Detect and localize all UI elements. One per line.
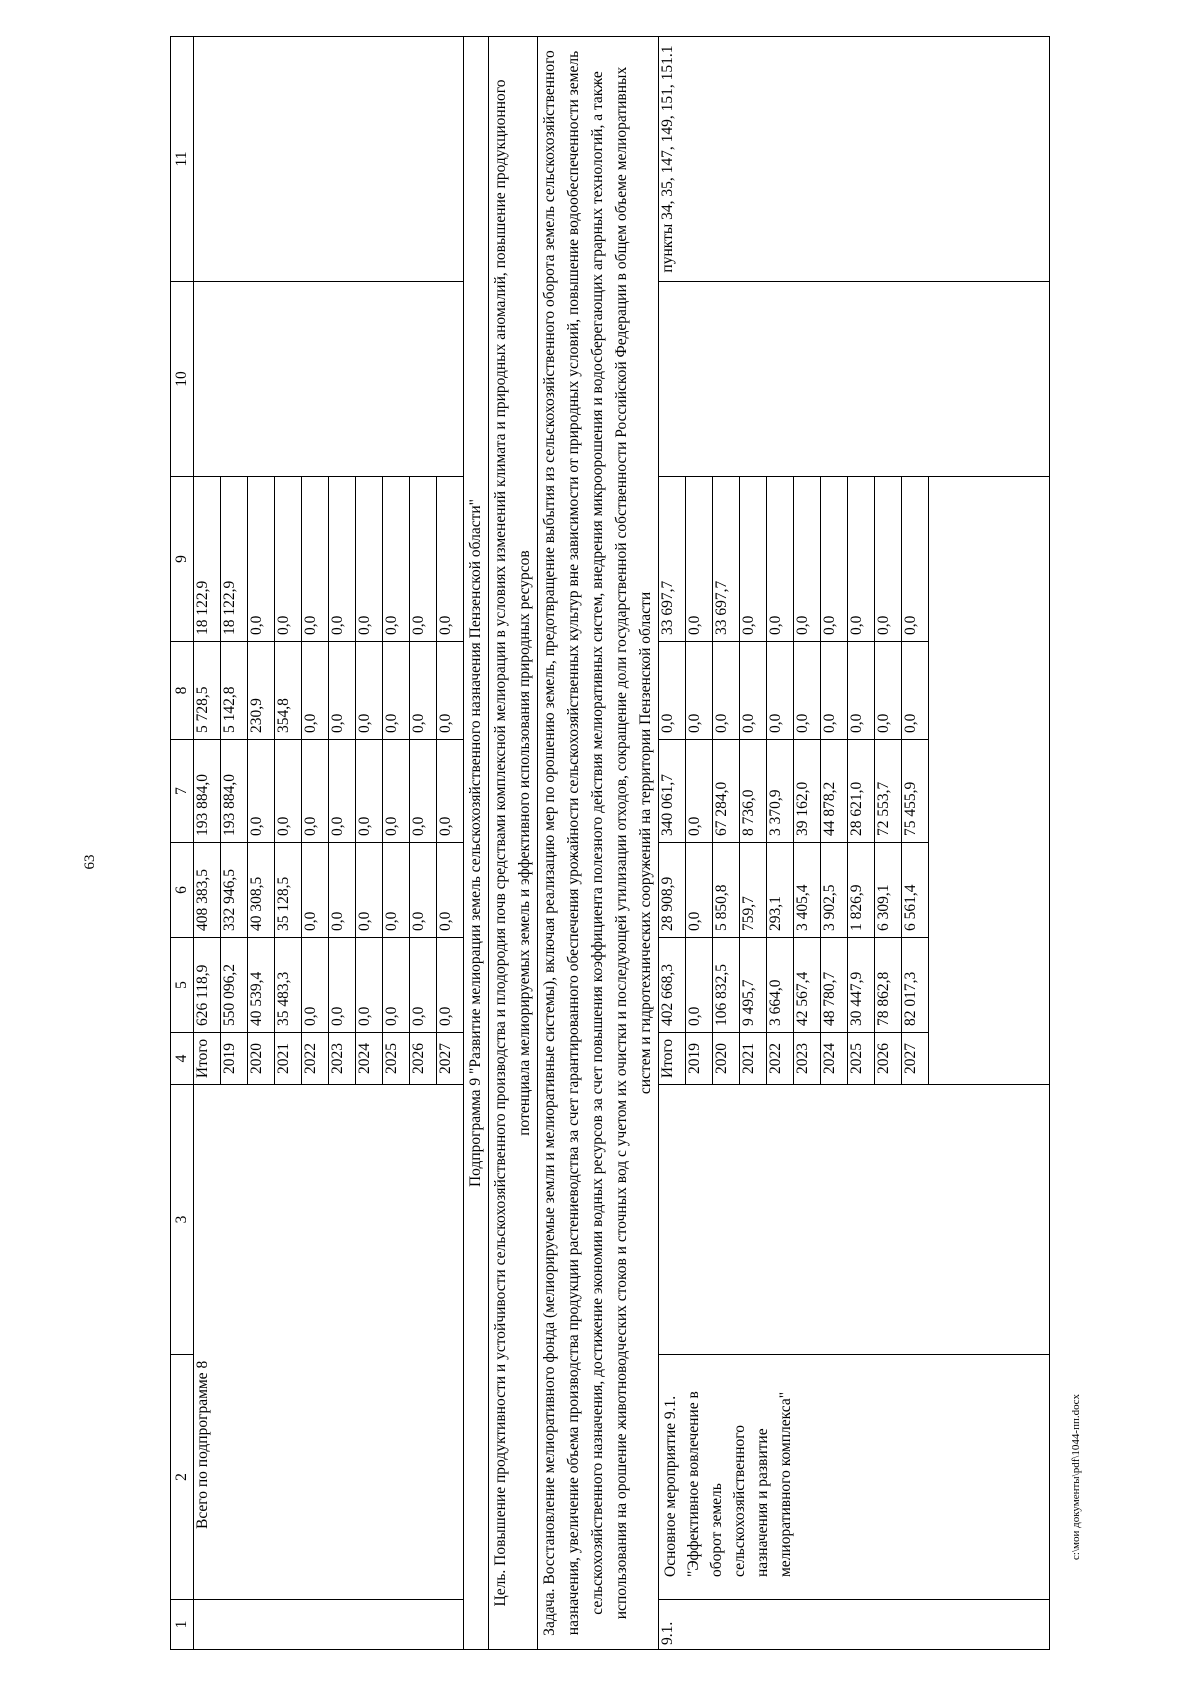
value-cell: 0,0 bbox=[437, 477, 464, 642]
value-cell: 0,0 bbox=[437, 642, 464, 740]
value-cell: 0,0 bbox=[821, 642, 848, 740]
empty-cell bbox=[929, 477, 1050, 1085]
year-cell: 2021 bbox=[275, 1033, 302, 1085]
value-cell: 0,0 bbox=[437, 740, 464, 843]
value-cell: 78 862,8 bbox=[875, 938, 902, 1033]
value-cell: 0,0 bbox=[248, 740, 275, 843]
col-header: 4 bbox=[171, 1033, 194, 1085]
empty-cell bbox=[659, 1085, 1050, 1355]
value-cell: 0,0 bbox=[302, 740, 329, 843]
value-cell: 0,0 bbox=[329, 740, 356, 843]
col-header: 5 bbox=[171, 938, 194, 1033]
task-text: Задача. Восстановление мелиоративного фонда (мелиорируемые земли и мелиоративные системы), включая реализацию мер по орошению земель, предотвращение выбытия из сельскохозяйственного оборота земель сельскохозяйственного назначения, увеличение объема производства продукции растениеводства за счет гарантированного обеспечения урожайности сельскохозяйственных культур вне зависимости от природных условий, повышение водообеспеченности земель сельскохозяйственного назначения, достижение экономии водных ресурсов за счет повышения коэффициента полезного действия мелиоративных систем, внедрения микроорошения и водосберегающих аграрных технологий, а также использования на орошение животноводческих стоков и сточных вод с учетом их очистки и последующей утилизации отходов, сокращение доли государственной собственности Российской Федерации в общем объеме мелиоративных систем и гидротехнических сооружений на территории Пензенской области bbox=[538, 37, 659, 1650]
value-cell: 340 061,7 bbox=[659, 740, 686, 843]
value-cell: 0,0 bbox=[329, 938, 356, 1033]
value-cell: 0,0 bbox=[329, 477, 356, 642]
value-cell: 72 553,7 bbox=[875, 740, 902, 843]
col-header: 3 bbox=[171, 1085, 194, 1355]
value-cell: 0,0 bbox=[302, 477, 329, 642]
empty-cell bbox=[194, 37, 464, 282]
value-cell: 0,0 bbox=[302, 843, 329, 938]
empty-cell bbox=[659, 282, 1050, 477]
value-cell: 0,0 bbox=[875, 642, 902, 740]
value-cell: 0,0 bbox=[686, 740, 713, 843]
value-cell: 0,0 bbox=[302, 938, 329, 1033]
year-cell: 2026 bbox=[410, 1033, 437, 1085]
value-cell: 193 884,0 bbox=[221, 740, 248, 843]
value-cell: 0,0 bbox=[902, 642, 929, 740]
year-cell: 2019 bbox=[221, 1033, 248, 1085]
value-cell: 1 826,9 bbox=[848, 843, 875, 938]
value-cell: 0,0 bbox=[383, 740, 410, 843]
value-cell: 5 142,8 bbox=[221, 642, 248, 740]
footer-file-path: c:\мои документы\pdf\1044-пп.docx bbox=[1070, 1393, 1082, 1560]
value-cell: 18 122,9 bbox=[221, 477, 248, 642]
col-header: 9 bbox=[171, 477, 194, 642]
row-number-cell bbox=[194, 1600, 464, 1650]
value-cell: 28 908,9 bbox=[659, 843, 686, 938]
value-cell: 0,0 bbox=[356, 938, 383, 1033]
value-cell: 550 096,2 bbox=[221, 938, 248, 1033]
col-header: 10 bbox=[171, 282, 194, 477]
value-cell: 0,0 bbox=[437, 843, 464, 938]
value-cell: 33 697,7 bbox=[713, 477, 740, 642]
value-cell: 0,0 bbox=[902, 477, 929, 642]
value-cell: 9 495,7 bbox=[740, 938, 767, 1033]
header-row bbox=[171, 37, 194, 1650]
value-cell: 0,0 bbox=[740, 477, 767, 642]
year-cell: 2019 bbox=[686, 1033, 713, 1085]
value-cell: 75 455,9 bbox=[902, 740, 929, 843]
table-row bbox=[659, 37, 686, 1650]
col-header: 11 bbox=[171, 37, 194, 282]
value-cell: 0,0 bbox=[410, 740, 437, 843]
budget-table bbox=[170, 36, 1050, 1650]
event-name: Основное мероприятие 9.1. "Эффективное вовлечение в оборот земель сельскохозяйственного назначения и развитие мелиоративного комплекса" bbox=[659, 1355, 1050, 1600]
table-row bbox=[194, 37, 221, 1650]
value-cell: 33 697,7 bbox=[659, 477, 686, 642]
value-cell: 0,0 bbox=[410, 642, 437, 740]
value-cell: 35 483,3 bbox=[275, 938, 302, 1033]
total-label: Всего по подпрограмме 8 bbox=[194, 1085, 464, 1600]
value-cell: 8 736,0 bbox=[740, 740, 767, 843]
value-cell: 0,0 bbox=[410, 477, 437, 642]
value-cell: 82 017,3 bbox=[902, 938, 929, 1033]
value-cell: 0,0 bbox=[248, 477, 275, 642]
goal-text: Цель. Повышение продуктивности и устойчивости сельскохозяйственного производства и плодородия почв средствами комплексной мелиорации в условиях изменений климата и природных аномалий, повышение продукционного потенциала мелиорируемых земель и эффективного использования природных ресурсов bbox=[489, 37, 538, 1650]
value-cell: 0,0 bbox=[821, 477, 848, 642]
value-cell: 18 122,9 bbox=[194, 477, 221, 642]
year-cell: 2026 bbox=[875, 1033, 902, 1085]
value-cell: 42 567,4 bbox=[794, 938, 821, 1033]
col-header: 7 bbox=[171, 740, 194, 843]
value-cell: 0,0 bbox=[356, 843, 383, 938]
value-cell: 30 447,9 bbox=[848, 938, 875, 1033]
table-row bbox=[489, 37, 538, 1650]
year-cell: 2021 bbox=[740, 1033, 767, 1085]
value-cell: 759,7 bbox=[740, 843, 767, 938]
value-cell: 0,0 bbox=[383, 477, 410, 642]
value-cell: 0,0 bbox=[383, 938, 410, 1033]
value-cell: 106 832,5 bbox=[713, 938, 740, 1033]
value-cell: 626 118,9 bbox=[194, 938, 221, 1033]
value-cell: 3 405,4 bbox=[794, 843, 821, 938]
value-cell: 0,0 bbox=[848, 642, 875, 740]
year-cell: Итого bbox=[659, 1033, 686, 1085]
event-number: 9.1. bbox=[659, 1600, 1050, 1650]
year-cell: 2024 bbox=[821, 1033, 848, 1085]
value-cell: 0,0 bbox=[686, 477, 713, 642]
value-cell: 0,0 bbox=[356, 642, 383, 740]
col-header: 1 bbox=[171, 1600, 194, 1650]
value-cell: 0,0 bbox=[875, 477, 902, 642]
value-cell: 408 383,5 bbox=[194, 843, 221, 938]
year-cell: 2020 bbox=[713, 1033, 740, 1085]
value-cell: 0,0 bbox=[383, 642, 410, 740]
value-cell: 40 539,4 bbox=[248, 938, 275, 1033]
value-cell: 35 128,5 bbox=[275, 843, 302, 938]
value-cell: 354,8 bbox=[275, 642, 302, 740]
col-header: 2 bbox=[171, 1355, 194, 1600]
event-refs: пункты 34, 35, 147, 149, 151, 151.1 bbox=[659, 37, 1050, 282]
value-cell: 0,0 bbox=[383, 843, 410, 938]
value-cell: 40 308,5 bbox=[248, 843, 275, 938]
page-number: 63 bbox=[82, 854, 98, 870]
value-cell: 6 561,4 bbox=[902, 843, 929, 938]
col-header: 6 bbox=[171, 843, 194, 938]
rotated-table-page bbox=[170, 37, 1134, 1650]
value-cell: 0,0 bbox=[686, 843, 713, 938]
value-cell: 48 780,7 bbox=[821, 938, 848, 1033]
value-cell: 3 902,5 bbox=[821, 843, 848, 938]
value-cell: 193 884,0 bbox=[194, 740, 221, 843]
value-cell: 0,0 bbox=[794, 642, 821, 740]
value-cell: 293,1 bbox=[767, 843, 794, 938]
col-header: 8 bbox=[171, 642, 194, 740]
value-cell: 402 668,3 bbox=[659, 938, 686, 1033]
year-cell: 2023 bbox=[794, 1033, 821, 1085]
table-row bbox=[464, 37, 489, 1650]
value-cell: 0,0 bbox=[437, 938, 464, 1033]
year-cell: 2027 bbox=[437, 1033, 464, 1085]
value-cell: 0,0 bbox=[659, 642, 686, 740]
value-cell: 28 621,0 bbox=[848, 740, 875, 843]
value-cell: 39 162,0 bbox=[794, 740, 821, 843]
value-cell: 0,0 bbox=[767, 477, 794, 642]
empty-cell bbox=[194, 282, 464, 477]
year-cell: 2024 bbox=[356, 1033, 383, 1085]
value-cell: 0,0 bbox=[329, 642, 356, 740]
year-cell: 2022 bbox=[302, 1033, 329, 1085]
subprogram-title: Подпрограмма 9 "Развитие мелиорации земель сельскохозяйственного назначения Пензенской области" bbox=[464, 37, 489, 1650]
value-cell: 0,0 bbox=[275, 740, 302, 843]
value-cell: 3 370,9 bbox=[767, 740, 794, 843]
year-cell: 2025 bbox=[383, 1033, 410, 1085]
value-cell: 5 728,5 bbox=[194, 642, 221, 740]
year-cell: 2025 bbox=[848, 1033, 875, 1085]
year-cell: 2027 bbox=[902, 1033, 929, 1085]
value-cell: 0,0 bbox=[767, 642, 794, 740]
value-cell: 3 664,0 bbox=[767, 938, 794, 1033]
table-row bbox=[538, 37, 659, 1650]
value-cell: 0,0 bbox=[275, 477, 302, 642]
value-cell: 0,0 bbox=[356, 477, 383, 642]
year-cell: Итого bbox=[194, 1033, 221, 1085]
year-cell: 2022 bbox=[767, 1033, 794, 1085]
value-cell: 0,0 bbox=[713, 642, 740, 740]
value-cell: 0,0 bbox=[410, 938, 437, 1033]
value-cell: 44 878,2 bbox=[821, 740, 848, 843]
value-cell: 0,0 bbox=[740, 642, 767, 740]
value-cell: 0,0 bbox=[356, 740, 383, 843]
value-cell: 230,9 bbox=[248, 642, 275, 740]
value-cell: 0,0 bbox=[329, 843, 356, 938]
value-cell: 0,0 bbox=[410, 843, 437, 938]
value-cell: 6 309,1 bbox=[875, 843, 902, 938]
value-cell: 332 946,5 bbox=[221, 843, 248, 938]
value-cell: 0,0 bbox=[302, 642, 329, 740]
value-cell: 0,0 bbox=[794, 477, 821, 642]
value-cell: 0,0 bbox=[686, 642, 713, 740]
value-cell: 67 284,0 bbox=[713, 740, 740, 843]
year-cell: 2020 bbox=[248, 1033, 275, 1085]
value-cell: 0,0 bbox=[848, 477, 875, 642]
value-cell: 0,0 bbox=[686, 938, 713, 1033]
value-cell: 5 850,8 bbox=[713, 843, 740, 938]
year-cell: 2023 bbox=[329, 1033, 356, 1085]
